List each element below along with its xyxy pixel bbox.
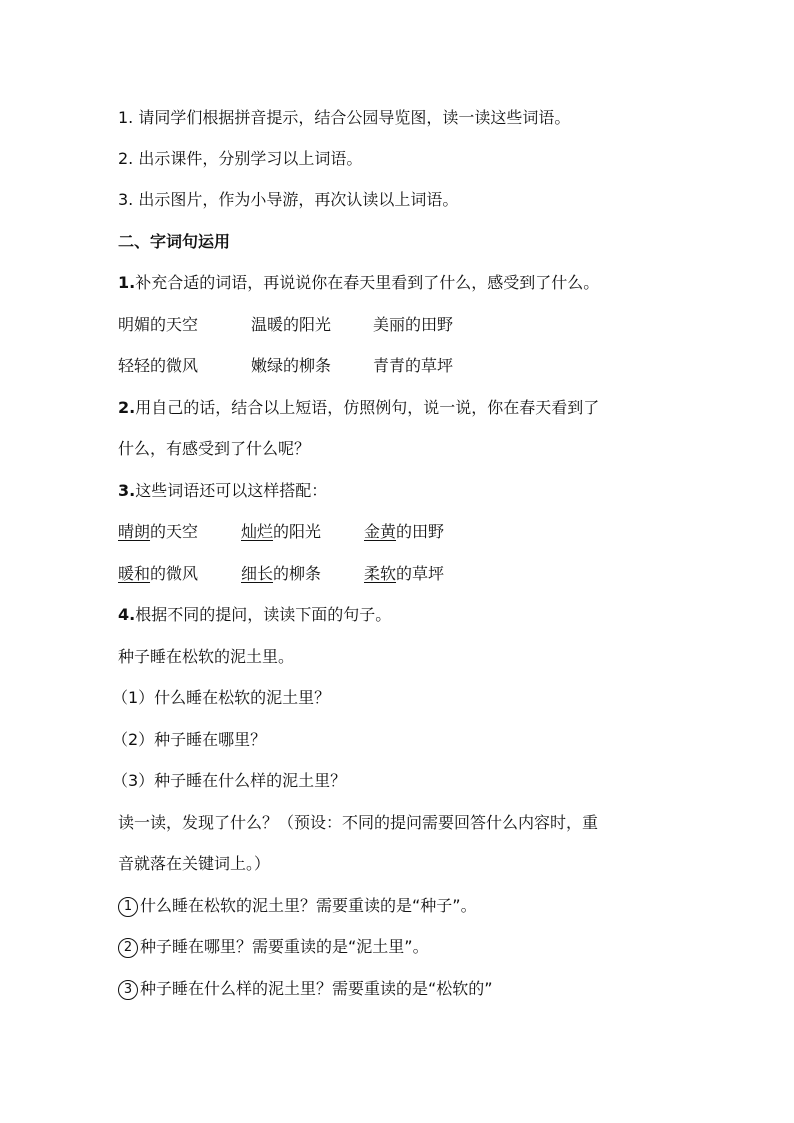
collocation: 细长的柳条 <box>241 564 322 583</box>
discover-line-1: 读一读，发现了什么？（预设：不同的提问需要回答什么内容时，重 <box>118 813 599 832</box>
circled-number-2: 2 <box>118 938 138 958</box>
question-3-number: 3. <box>118 481 136 500</box>
question-1 <box>118 272 698 294</box>
phrase: 明媚的天空 <box>118 315 199 334</box>
question-3-text: 这些词语还可以这样搭配： <box>135 481 328 500</box>
collocation: 金黄的田野 <box>364 522 445 541</box>
question-2-text: 用自己的话，结合以上短语，仿照例句，说一说，你在春天看到了 <box>135 398 600 417</box>
discover-line-2: 音就落在关键词上。） <box>118 854 271 873</box>
question-4 <box>118 604 698 626</box>
question-1-text: 补充合适的词语，再说说你在春天里看到了什么，感受到了什么。 <box>135 273 600 292</box>
underlined-word: 灿烂 <box>241 522 274 541</box>
sub-question-2: （2）种子睡在哪里？ <box>112 730 267 749</box>
question-3 <box>118 480 698 502</box>
underlined-word: 晴朗 <box>118 522 151 541</box>
phrase: 美丽的田野 <box>373 315 454 334</box>
answer-2 <box>118 936 698 958</box>
collocation: 晴朗的天空 <box>118 522 199 541</box>
phrase: 轻轻的微风 <box>118 356 199 375</box>
phrase: 温暖的阳光 <box>251 315 332 334</box>
section-title: 二、字词句运用 <box>118 232 231 251</box>
underlined-word: 细长 <box>241 564 274 583</box>
question-4-text: 根据不同的提问，读读下面的句子。 <box>135 605 392 624</box>
underlined-word: 柔软 <box>364 564 397 583</box>
collocation: 暖和的微风 <box>118 564 199 583</box>
question-2-number: 2. <box>118 398 136 417</box>
question-2-line-2: 什么，有感受到了什么呢？ <box>118 439 311 458</box>
question-4-number: 4. <box>118 605 136 624</box>
sub-question-3: （3）种子睡在什么样的泥土里？ <box>112 771 347 790</box>
step-3: 3. 出示图片，作为小导游，再次认读以上词语。 <box>118 190 459 209</box>
circled-number-1: 1 <box>118 897 138 917</box>
question-2-line-1 <box>118 397 698 419</box>
step-2: 2. 出示课件，分别学习以上词语。 <box>118 149 363 168</box>
phrase: 嫩绿的柳条 <box>251 356 332 375</box>
step-1: 1. 请同学们根据拼音提示，结合公园导览图，读一读这些词语。 <box>118 108 571 127</box>
collocation: 柔软的草坪 <box>364 564 445 583</box>
answer-text: 什么睡在松软的泥土里？需要重读的是“种子”。 <box>140 896 477 915</box>
answer-text: 种子睡在什么样的泥土里？需要重读的是“松软的” <box>140 979 493 998</box>
phrase: 青青的草坪 <box>373 356 454 375</box>
circled-number-3: 3 <box>118 980 138 1000</box>
underlined-word: 金黄 <box>364 522 397 541</box>
answer-3 <box>118 978 698 1000</box>
example-sentence: 种子睡在松软的泥土里。 <box>118 647 295 666</box>
underlined-word: 暖和 <box>118 564 151 583</box>
answer-text: 种子睡在哪里？需要重读的是“泥土里”。 <box>140 937 429 956</box>
answer-1 <box>118 895 698 917</box>
sub-question-1: （1）什么睡在松软的泥土里？ <box>112 688 331 707</box>
question-1-number: 1. <box>118 273 136 292</box>
collocation: 灿烂的阳光 <box>241 522 322 541</box>
